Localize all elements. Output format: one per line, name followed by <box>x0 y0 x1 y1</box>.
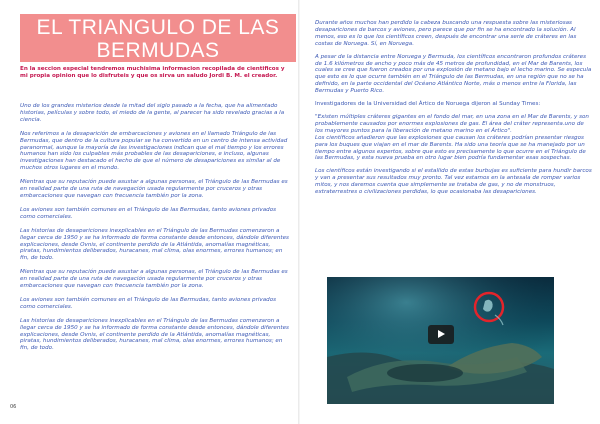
paragraph: Los aviones son también comunes en el Triángulo de las Bermudas, tanto aviones privados como comerciales. <box>20 296 277 310</box>
paragraph: Durante años muchos han perdido la cabeza buscando una respuesta sobre las misteriosas desapariciones de barcos y aviones, pero parece que por fin se ha encontrado la solución. Al menos, eso es lo que los científicos creen, después de encontrar una serie de cráteres en las costas de Noruega. Sí, en Noruega. <box>315 20 577 47</box>
play-icon[interactable] <box>428 325 454 344</box>
video-player[interactable] <box>327 277 554 404</box>
paragraph: A pesar de la distancia entre Noruega y Bermuda, los científicos encontraron profundos cráteres de 1.6 kilómetros de ancho y poco más de 45 metros de profundidad, en el Mar de Barents, los cuales se cree que fueron creados por una explosión de metano bajo el lecho marino. Se especula que esto es lo que ocurre también en el Triángulo de las Bermudas, en una región que no se ha definido, en la parte occidental del Océano Atlántico Norte, más o menos entre la Florida, las Bermudas y Puerto Rico. <box>315 53 592 95</box>
quote-paragraph: "Existen múltiples cráteres gigantes en el fondo del mar, en una zona en el Mar de Barents, y son probablemente causados por enormes explosiones de gas. El área del cráter representa.uno de los mayores puntos para la liberación de metano marino en el Ártico". Los científicos añadieron que las explosiones que causan los cráteres podrían presentar riesgos para los buques que viajan en el mar de Barents. Ha sido una teoría que se ha manejado por un tiempo entre algunos expertos, sobre que esto es precisamente lo que ocurre en el Triángulo de las Bermudas, y esta nueva prueba en otro lugar bien podría fundamentar esas sospechas. <box>315 113 589 162</box>
closing-paragraph: Los científicos están investigando si el estallido de estas burbujas es suficiente para hundir barcos y van a presentar sus resultados muy pronto. Tal vez estamos en la antesala de romper varios mitos, y nos daremos cuenta que simplemente se trataba de gas, y no de monstruos, extraterrestres o civilizaciones perdidas, lo que ocasionaba las desapariciones. <box>315 168 592 196</box>
paragraph: Mientras que su reputación puede asustar a algunas personas, el Triángulo de las Bermudas es en realidad parte de una ruta de navegación usada regularmente por cruceros y otras embarcaciones que navegan con frecuencia también por la zona. <box>20 269 288 290</box>
paragraph: Las historias de desapariciones inexplicables en el Triángulo de las Bermudas comenzaron a llegar cerca de 1950 y se ha informado de forma constante desde entonces, dándole diferentes explicaciones, desde Ovnis, el continente perdido de la Atlántida, anomalías magnéticas, piratas, hundimientos deliberados, huracanes, mal clima, olas enormes, errores humanos; en fin, de todo. <box>20 227 289 262</box>
paragraph: Las historias de desapariciones inexplicables en el Triángulo de las Bermudas comenzaron a llegar cerca de 1950 y se ha informado de forma constante desde entonces, dándole diferentes explicaciones, desde Ovnis, el continente perdido de la Atlántida, anomalías magnéticas, piratas, hundimientos deliberados, huracanes, mal clima, olas enormes, errores humanos; en fin, de todo. <box>20 317 289 352</box>
paragraph: Los aviones son también comunes en el Triángulo de las Bermudas, tanto aviones privados como comerciales. <box>20 206 277 220</box>
quote-heading: Investigadores de la Universidad del Ártico de Noruega dijeron al Sunday Times: <box>315 101 541 108</box>
paragraph: Uno de los grandes misterios desde la mitad del siglo pasado a la fecha, que ha alimentado historias, películas y sobre todo, el miedo de la gente, al parecer ha sido revelado gracias a la ciencia. <box>20 103 285 123</box>
left-body-column <box>20 103 292 359</box>
page-number: 06 <box>10 404 17 410</box>
right-page <box>300 0 600 424</box>
right-body-column <box>315 20 593 202</box>
paragraph: Mientras que su reputación puede asustar a algunas personas, el Triángulo de las Bermudas es en realidad parte de una ruta de navegación usada regularmente por cruceros y otras embarcaciones que navegan con frecuencia también por la zona. <box>20 179 288 199</box>
intro-text: En la seccion especial tendremos muchisima informacion recopilada de cientificos y mi propia opinion que lo disfruteis y que os sirva un saludo Jordi B. M. el creador. <box>20 66 285 80</box>
page-title: EL TRIANGULO DE LAS BERMUDAS <box>20 14 296 62</box>
paragraph: Nos referimos a la desaparición de embarcaciones y aviones en el llamado Triángulo de las Bermudas, que dentro de la cultura popular se ha convertido en un centro de intensa actividad paranormal, aunque la mayoría de las investigaciones indican que el mal tiempo y los errores humanos han sido los culpables más probables de las desapariciones, e incluso, algunas investigaciones han destacado el hecho de que el número de desapariciones es similar al de muchos otros lugares en el mundo. <box>20 130 288 172</box>
